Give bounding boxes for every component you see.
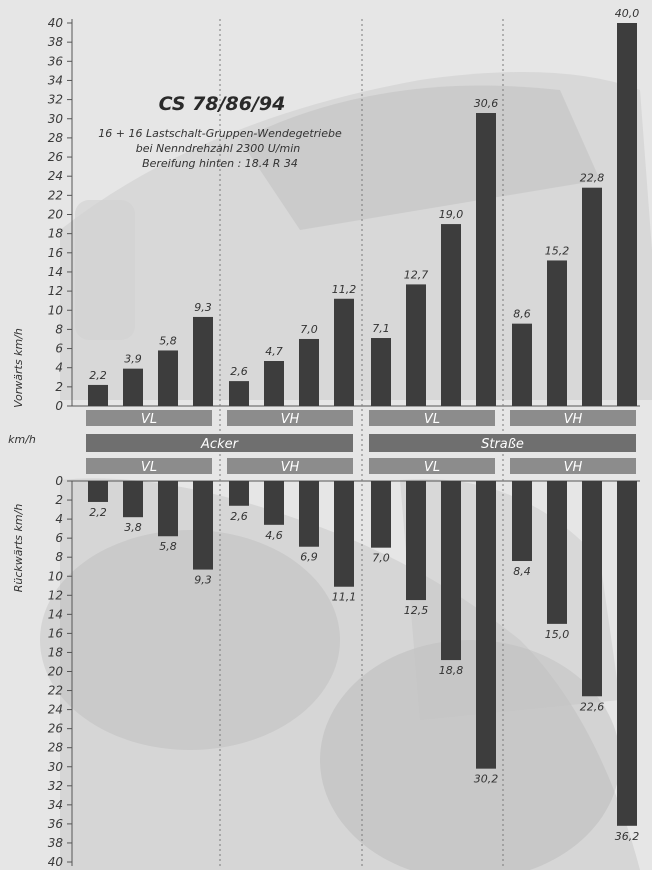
reverse-bar	[547, 481, 567, 624]
reverse-value-label: 8,4	[513, 565, 531, 579]
reverse-bar	[582, 481, 602, 696]
forward-value-label: 19,0	[438, 208, 464, 222]
reverse-bar	[193, 481, 213, 570]
reverse-value-label: 5,8	[159, 540, 177, 554]
forward-value-label: 5,8	[159, 334, 177, 348]
forward-tick-label: 8	[55, 322, 63, 337]
forward-bar	[158, 350, 178, 406]
reverse-tick-label: 38	[47, 835, 63, 850]
reverse-value-label: 11,1	[331, 590, 357, 604]
forward-tick-label: 18	[47, 226, 63, 241]
chart-subtitle-line-1: 16 + 16 Lastschalt-Gruppen-Wendegetriebe	[98, 127, 342, 140]
range-band-label: Acker	[201, 437, 238, 452]
group-band-label: VL	[140, 460, 158, 475]
group-band-label: VH	[563, 412, 583, 427]
forward-bar	[582, 188, 602, 406]
forward-value-label: 8,6	[513, 307, 531, 321]
forward-bar	[371, 338, 391, 406]
chart-title: CS 78/86/94	[158, 93, 286, 115]
reverse-value-label: 9,3	[194, 573, 212, 587]
reverse-tick-label: 18	[47, 645, 63, 660]
forward-tick-label: 6	[55, 341, 63, 356]
forward-value-label: 30,6	[473, 97, 499, 111]
reverse-value-label: 15,0	[544, 627, 570, 641]
forward-bar	[547, 260, 567, 406]
reverse-value-label: 2,2	[89, 505, 107, 519]
forward-tick-label: 26	[47, 150, 63, 165]
reverse-tick-label: 14	[47, 607, 63, 622]
reverse-value-label: 18,8	[438, 664, 464, 678]
group-band-label: VH	[280, 412, 300, 427]
reverse-tick-label: 28	[47, 740, 63, 755]
reverse-bar	[617, 481, 637, 826]
reverse-value-label: 7,0	[372, 551, 390, 565]
unit-label: km/h	[8, 433, 36, 446]
forward-value-label: 15,2	[544, 244, 570, 258]
forward-value-label: 2,6	[230, 365, 248, 379]
reverse-value-label: 22,6	[579, 700, 605, 714]
reverse-tick-label: 24	[47, 702, 63, 717]
category-bands	[86, 410, 636, 475]
forward-tick-label: 24	[47, 169, 63, 184]
forward-bar	[229, 381, 249, 406]
group-band-label: VL	[423, 460, 441, 475]
forward-tick-label: 30	[47, 111, 63, 126]
forward-tick-label: 20	[47, 207, 63, 222]
reverse-tick-label: 22	[47, 683, 63, 698]
group-band-label: VL	[423, 412, 441, 427]
chart-subtitle-line-2: bei Nenndrehzahl 2300 U/min	[135, 142, 301, 155]
forward-bar	[264, 361, 284, 406]
reverse-tick-label: 4	[55, 512, 63, 527]
reverse-bar	[476, 481, 496, 769]
forward-bar	[193, 317, 213, 406]
reverse-bar	[512, 481, 532, 561]
reverse-value-label: 4,6	[265, 528, 283, 542]
forward-value-label: 40,0	[614, 7, 640, 20]
reverse-tick-label: 0	[55, 474, 63, 488]
reverse-tick-label: 10	[47, 569, 63, 584]
reverse-bar	[88, 481, 108, 502]
forward-bar	[476, 113, 496, 406]
reverse-bar	[229, 481, 249, 506]
reverse-tick-label: 34	[47, 797, 63, 812]
forward-bar	[512, 324, 532, 406]
group-band-label: VH	[280, 460, 300, 475]
forward-tick-label: 16	[47, 245, 63, 260]
forward-value-label: 7,0	[300, 322, 318, 336]
forward-tick-label: 10	[47, 303, 63, 318]
forward-tick-label: 14	[47, 264, 63, 279]
forward-axis-label: Vorwärts km/h	[12, 328, 25, 408]
reverse-bar	[299, 481, 319, 547]
reverse-tick-label: 6	[55, 531, 63, 546]
forward-value-label: 9,3	[194, 300, 212, 314]
forward-bar	[617, 23, 637, 406]
reverse-tick-label: 32	[47, 778, 63, 793]
chart-subtitle-line-3: Bereifung hinten : 18.4 R 34	[142, 157, 298, 170]
forward-value-label: 12,7	[403, 268, 429, 282]
reverse-value-label: 6,9	[300, 550, 318, 564]
forward-tick-label: 0	[55, 399, 63, 413]
forward-tick-label: 2	[55, 379, 63, 394]
forward-tick-label: 34	[47, 73, 63, 88]
forward-tick-label: 28	[47, 130, 63, 145]
reverse-value-label: 36,2	[614, 829, 640, 843]
forward-bar	[406, 284, 426, 406]
forward-tick-label: 36	[47, 54, 63, 69]
reverse-value-label: 2,6	[230, 509, 248, 523]
forward-value-label: 11,2	[331, 282, 357, 296]
reverse-tick-label: 26	[47, 721, 63, 736]
reverse-bar	[371, 481, 391, 548]
reverse-value-label: 30,2	[473, 772, 499, 786]
group-band-label: VH	[563, 460, 583, 475]
reverse-value-label: 12,5	[403, 604, 429, 618]
reverse-tick-label: 16	[47, 626, 63, 641]
reverse-axis-label: Rückwärts km/h	[12, 503, 25, 593]
reverse-tick-label: 2	[55, 493, 63, 508]
forward-value-label: 7,1	[372, 322, 390, 336]
forward-bar	[123, 369, 143, 406]
reverse-bar	[123, 481, 143, 517]
forward-bar	[334, 299, 354, 406]
reverse-tick-label: 8	[55, 550, 63, 565]
reverse-bar	[441, 481, 461, 660]
y-axis-ticks	[48, 16, 72, 869]
forward-tick-label: 22	[47, 188, 63, 203]
forward-tick-label: 40	[47, 16, 63, 30]
reverse-bar	[334, 481, 354, 587]
reverse-bar	[158, 481, 178, 536]
forward-value-label: 22,8	[579, 171, 605, 185]
reverse-value-label: 3,8	[124, 521, 142, 535]
group-band-label: VL	[140, 412, 158, 427]
forward-bar	[441, 224, 461, 406]
range-band-label: Straße	[481, 437, 524, 452]
forward-tick-label: 32	[47, 92, 63, 107]
reverse-tick-label: 20	[47, 664, 63, 679]
forward-tick-label: 4	[55, 360, 63, 375]
forward-tick-label: 12	[47, 284, 63, 299]
reverse-tick-label: 12	[47, 588, 63, 603]
forward-tick-label: 38	[47, 35, 63, 50]
forward-bar	[88, 385, 108, 406]
forward-value-label: 3,9	[124, 352, 142, 366]
reverse-tick-label: 40	[47, 855, 63, 869]
reverse-bar	[406, 481, 426, 600]
forward-value-label: 2,2	[89, 368, 107, 382]
forward-bar	[299, 339, 319, 406]
reverse-tick-label: 30	[47, 759, 63, 774]
reverse-tick-label: 36	[47, 816, 63, 831]
reverse-bar	[264, 481, 284, 525]
forward-value-label: 4,7	[265, 344, 283, 358]
